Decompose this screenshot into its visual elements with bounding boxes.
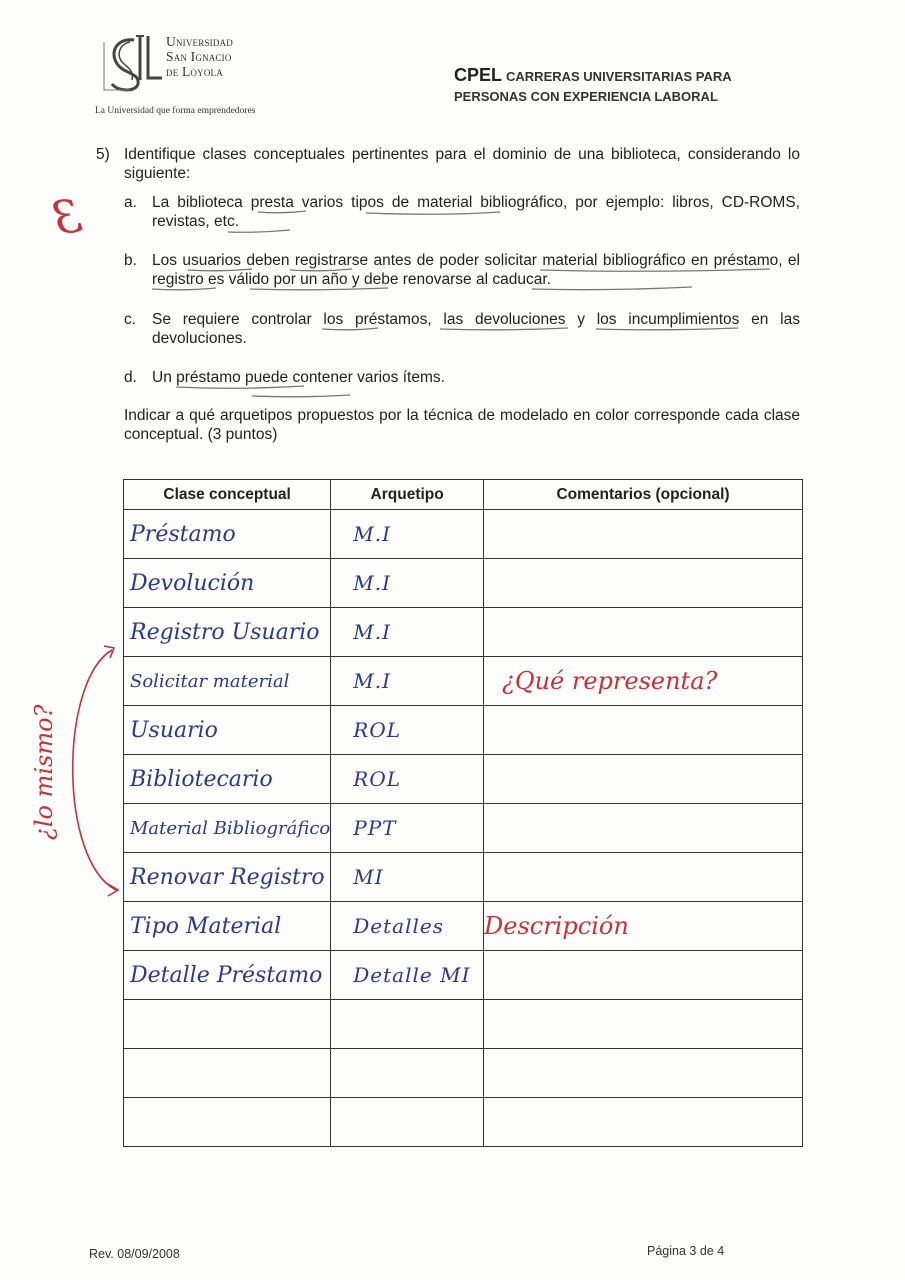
comentario-cell: [484, 657, 803, 706]
comentario-cell: [484, 1049, 803, 1098]
page-number: Página 3 de 4: [647, 1244, 725, 1258]
table-row: [124, 1049, 803, 1098]
comentario-cell: [484, 559, 803, 608]
arquetipo-cell: [331, 755, 484, 804]
arquetipo-cell: [331, 951, 484, 1000]
arquetipo-cell: [331, 1000, 484, 1049]
arquetipo-cell-text: ROL: [353, 718, 402, 742]
clase-cell-text: Devolución: [130, 570, 255, 596]
clase-cell-text: Bibliotecario: [130, 766, 273, 792]
margin-note: ¿lo mismo?: [30, 704, 58, 840]
program-title: [454, 65, 732, 107]
header-clase: Clase conceptual: [124, 480, 331, 510]
table-row: [124, 853, 803, 902]
clase-cell-text: Usuario: [130, 717, 218, 743]
clase-cell-text: Préstamo: [130, 521, 236, 547]
clase-cell: [124, 1049, 331, 1098]
clase-cell: [124, 902, 331, 951]
comentario-cell: [484, 755, 803, 804]
table-row: [124, 1098, 803, 1147]
table-header-row: [124, 480, 803, 510]
clase-cell-text: Detalle Préstamo: [130, 962, 323, 988]
arquetipo-cell-text: MI: [353, 865, 384, 889]
arquetipo-cell: [331, 657, 484, 706]
arquetipo-cell: [331, 559, 484, 608]
item-letter-c: c.: [124, 311, 137, 328]
arquetipo-cell-text: M.I: [353, 522, 392, 546]
clase-cell: [124, 853, 331, 902]
table-row: [124, 510, 803, 559]
item-text-c: Se requiere controlar los préstamos, las devoluciones y los incumplimientos en las devoluciones.: [152, 311, 800, 347]
header-comentarios: Comentarios (opcional): [484, 480, 803, 510]
table-row: [124, 951, 803, 1000]
clase-cell: [124, 755, 331, 804]
program-abbr: CPEL: [454, 65, 503, 85]
clase-cell: [124, 510, 331, 559]
arquetipo-cell: [331, 853, 484, 902]
arquetipo-cell: [331, 706, 484, 755]
comentario-cell: [484, 1098, 803, 1147]
clase-cell: [124, 951, 331, 1000]
comentario-cell: [484, 804, 803, 853]
university-tagline: La Universidad que forma emprendedores: [95, 106, 256, 116]
header-arquetipo: Arquetipo: [331, 480, 484, 510]
comentario-cell: [484, 951, 803, 1000]
arquetipo-cell-text: ROL: [353, 767, 402, 791]
question-instruction: Indicar a qué arquetipos propuestos por la técnica de modelado en color corresponde cada clase conceptual. (3 puntos): [124, 407, 800, 443]
item-letter-a: a.: [124, 194, 137, 211]
arquetipo-cell-text: Detalles: [353, 914, 444, 938]
item-text-a: La biblioteca presta varios tipos de material bibliográfico, por ejemplo: libros, CD-ROMS, revistas, etc.: [152, 194, 800, 230]
table-row: [124, 1000, 803, 1049]
comentario-cell: [484, 1000, 803, 1049]
revision-date: Rev. 08/09/2008: [89, 1247, 180, 1261]
arquetipo-cell: [331, 608, 484, 657]
table-row: [124, 755, 803, 804]
clase-cell: [124, 559, 331, 608]
arquetipo-cell-text: PPT: [353, 816, 397, 840]
arquetipo-cell: [331, 902, 484, 951]
arquetipo-cell-text: M.I: [353, 620, 392, 644]
arquetipo-cell-text: Detalle MI: [353, 963, 471, 987]
university-name: Universidad San Ignacio de Loyola: [166, 34, 233, 79]
arquetipo-cell: [331, 510, 484, 559]
program-line-2: PERSONAS CON EXPERIENCIA LABORAL: [454, 89, 718, 104]
clase-cell-text: Tipo Material: [130, 913, 282, 939]
clase-cell: [124, 1000, 331, 1049]
arquetipo-cell-text: M.I: [353, 571, 392, 595]
clase-cell-text: Renovar Registro: [130, 864, 325, 890]
question-number: 5): [96, 146, 110, 163]
table-row: [124, 559, 803, 608]
table-row: [124, 804, 803, 853]
arquetipo-cell-text: M.I: [353, 669, 392, 693]
comentario-cell: [484, 902, 803, 951]
question-intro: Identifique clases conceptuales pertinentes para el dominio de una biblioteca, considerando lo siguiente:: [124, 146, 800, 182]
comentario-cell: [484, 608, 803, 657]
comentario-cell: [484, 853, 803, 902]
clase-cell: [124, 804, 331, 853]
comentario-cell: [484, 706, 803, 755]
clase-cell-text: Material Bibliográfico: [130, 817, 331, 839]
item-letter-d: d.: [124, 369, 137, 386]
arquetipo-cell: [331, 1098, 484, 1147]
table-row: [124, 902, 803, 951]
comentario-cell-text: ¿Qué representa?: [502, 667, 718, 695]
university-logo: [100, 32, 164, 94]
program-line-1: CARRERAS UNIVERSITARIAS PARA: [506, 69, 732, 84]
clase-cell-text: Registro Usuario: [130, 619, 320, 645]
clase-cell: [124, 706, 331, 755]
grade-mark: 3: [48, 188, 85, 246]
clase-cell-text: Solicitar material: [130, 670, 290, 692]
table-row: [124, 657, 803, 706]
comentario-cell-text: Descripción: [484, 912, 629, 940]
item-letter-b: b.: [124, 252, 137, 269]
arquetipo-cell: [331, 804, 484, 853]
item-text-b: Los usuarios deben registrarse antes de poder solicitar material bibliográfico en préstamo, el registro es válido por un año y debe renovarse al caducar.: [152, 252, 800, 288]
clase-cell: [124, 608, 331, 657]
clase-cell: [124, 1098, 331, 1147]
table-row: [124, 706, 803, 755]
table-row: [124, 608, 803, 657]
item-text-d: Un préstamo puede contener varios ítems.: [152, 369, 445, 386]
concept-table: [123, 479, 803, 1147]
comentario-cell: [484, 510, 803, 559]
arquetipo-cell: [331, 1049, 484, 1098]
clase-cell: [124, 657, 331, 706]
